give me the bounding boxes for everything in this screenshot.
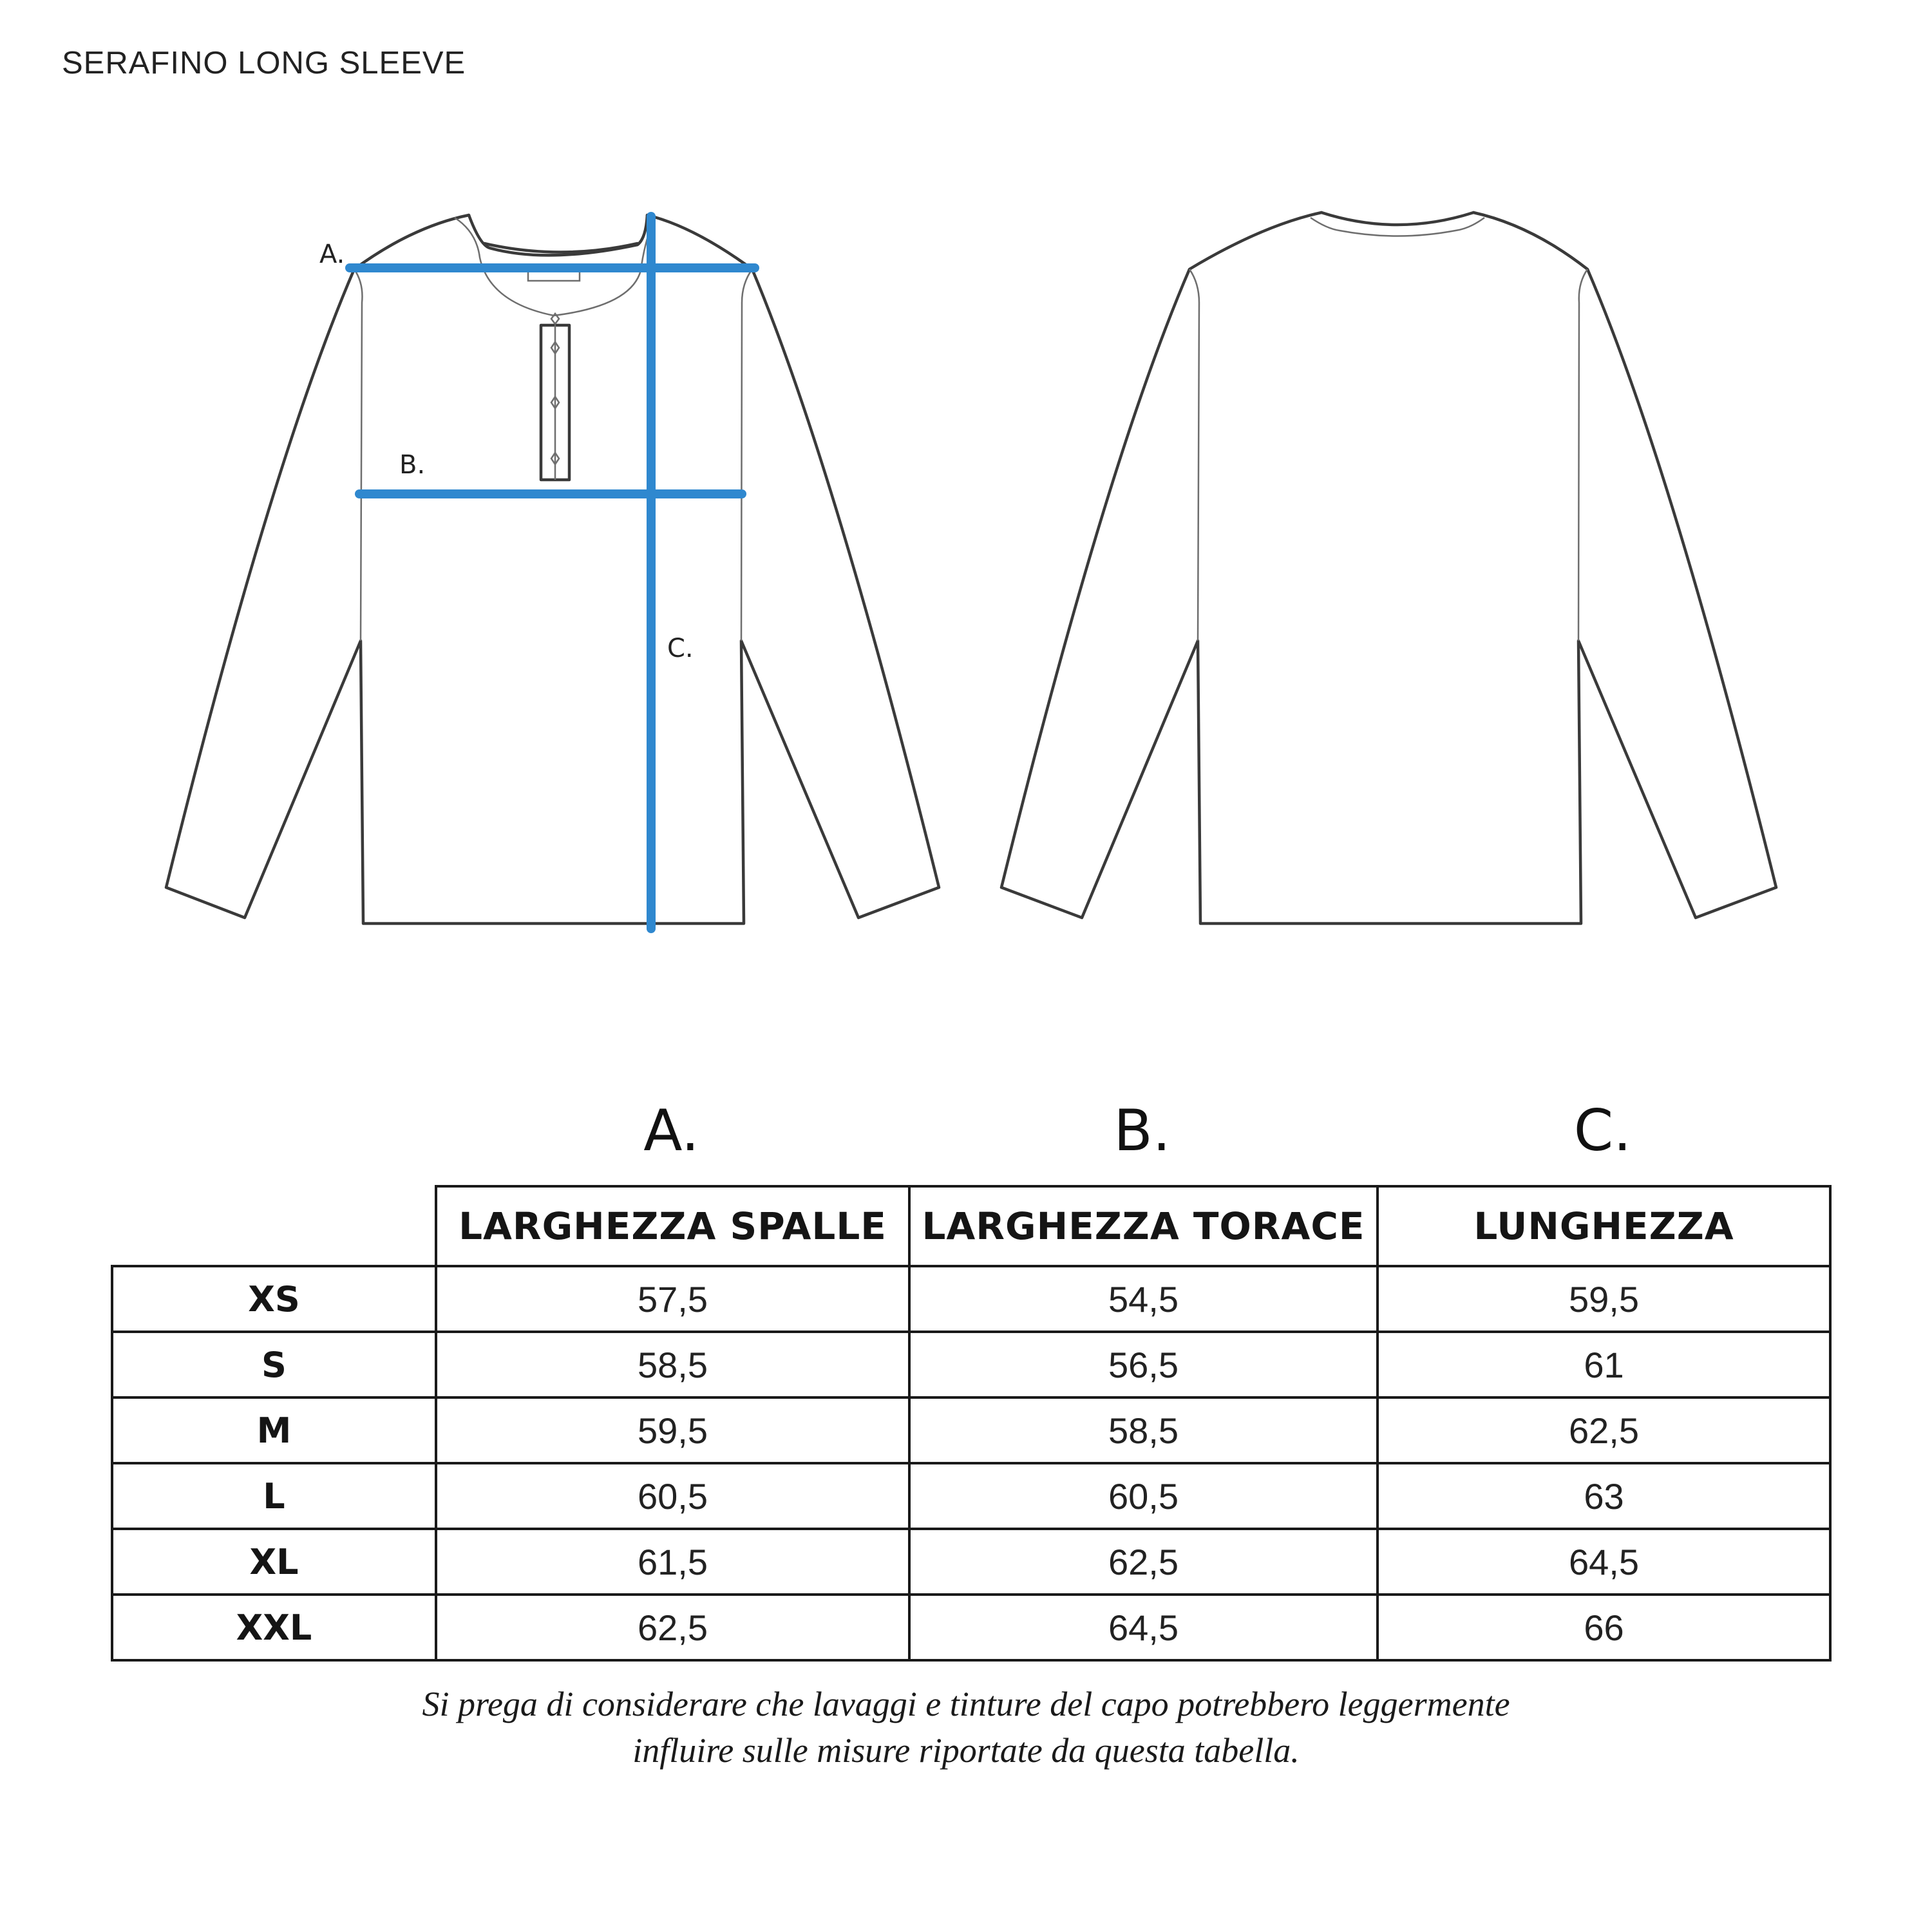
value-cell: 64,5 [909,1595,1378,1660]
table-row [112,1332,1830,1397]
value-cell: 61,5 [436,1529,909,1595]
disclaimer-note [193,1681,1739,1774]
column-letter-a: A. [643,1097,699,1164]
size-label: XXL [112,1595,436,1660]
size-label: M [112,1397,436,1463]
measurement-lines [319,216,755,929]
value-cell: 57,5 [436,1266,909,1332]
value-cell: 54,5 [909,1266,1378,1332]
measure-label-c: C. [667,634,694,663]
table-row [112,1595,1830,1660]
value-cell: 59,5 [436,1397,909,1463]
value-cell: 60,5 [909,1463,1378,1529]
column-letter-b: B. [1113,1097,1171,1164]
column-letter-c: C. [1573,1097,1632,1164]
size-label: XL [112,1529,436,1595]
value-cell: 62,5 [909,1529,1378,1595]
size-label: L [112,1463,436,1529]
value-cell: 59,5 [1378,1266,1830,1332]
header-larghezza-torace: LARGHEZZA TORACE [909,1186,1378,1266]
header-lunghezza: LUNGHEZZA [1378,1186,1830,1266]
disclaimer-line-1: Si prega di considerare che lavaggi e tinture del capo potrebbero leggermente [422,1685,1510,1723]
value-cell: 56,5 [909,1332,1378,1397]
front-view-drawing [166,215,939,923]
size-label: XS [112,1266,436,1332]
table-row [112,1529,1830,1595]
size-table [111,1185,1832,1662]
value-cell: 64,5 [1378,1529,1830,1595]
table-header-row [112,1186,1830,1266]
header-larghezza-spalle: LARGHEZZA SPALLE [436,1186,909,1266]
table-row [112,1266,1830,1332]
value-cell: 58,5 [909,1397,1378,1463]
value-cell: 61 [1378,1332,1830,1397]
value-cell: 62,5 [436,1595,909,1660]
table-row [112,1463,1830,1529]
column-letters [0,1095,1932,1166]
table-corner [112,1186,436,1266]
value-cell: 60,5 [436,1463,909,1529]
value-cell: 58,5 [436,1332,909,1397]
size-label: S [112,1332,436,1397]
product-title: SERAFINO LONG SLEEVE [62,46,466,80]
value-cell: 63 [1378,1463,1830,1529]
measure-label-a: A. [319,240,345,269]
value-cell: 62,5 [1378,1397,1830,1463]
disclaimer-line-2: influire sulle misure riportate da questa tabella. [632,1731,1300,1770]
value-cell: 66 [1378,1595,1830,1660]
table-row [112,1397,1830,1463]
measure-label-b: B. [399,450,426,480]
back-view-drawing [1001,213,1776,923]
